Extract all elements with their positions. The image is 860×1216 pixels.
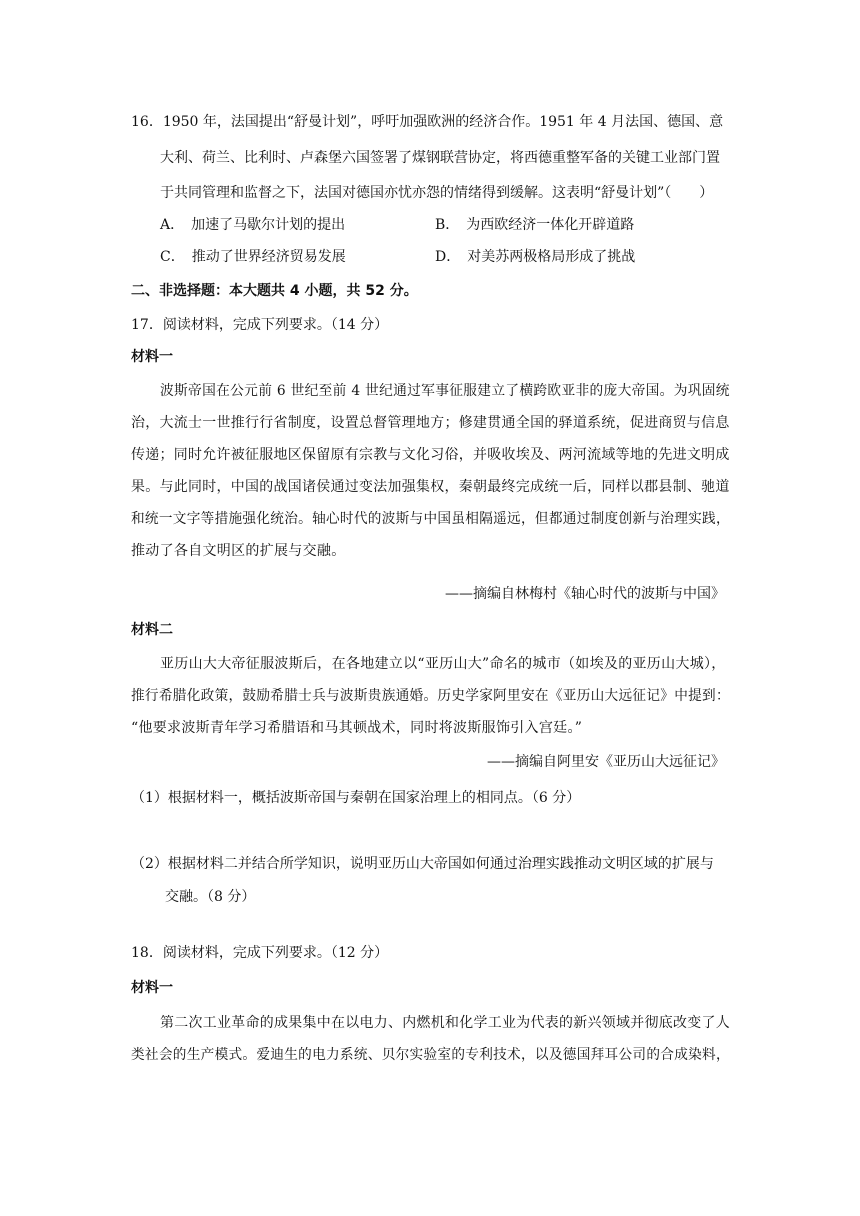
q17-material-1-title: 材料一 — [131, 349, 173, 365]
q17-material-2-title: 材料二 — [131, 622, 173, 638]
q17-material-1-line: 治，大流士一世推行行省制度，设置总督管理地方；修建贯通全国的驿道系统，促进商贸与信息 — [131, 415, 730, 431]
q17-material-2-line: 推行希腊化政策，鼓励希腊士兵与波斯贵族通婚。历史学家阿里安在《亚历山大远征记》中提到： — [131, 688, 730, 704]
q17-stem: 17．阅读材料，完成下列要求。（14 分） — [131, 317, 389, 333]
q16-option-b: B． 为西欧经济一体化开辟道路 — [435, 217, 635, 233]
q17-material-2-line: “他要求波斯青年学习希腊语和马其顿战术，同时将波斯服饰引入宫廷。” — [131, 720, 583, 736]
q17-material-1-line: 波斯帝国在公元前 6 世纪至前 4 世纪通过军事征服建立了横跨欧亚非的庞大帝国。为巩固统 — [160, 383, 730, 399]
q18-stem: 18．阅读材料，完成下列要求。（12 分） — [131, 945, 389, 961]
q17-material-1-source: ——摘编自林梅村《轴心时代的波斯与中国》 — [445, 586, 725, 602]
q18-material-1-line: 第二次工业革命的成果集中在以电力、内燃机和化学工业为代表的新兴领域并彻底改变了人 — [160, 1015, 730, 1031]
q17-subquestion-1: （1）根据材料一，概括波斯帝国与秦朝在国家治理上的相同点。（6 分） — [131, 790, 581, 806]
q17-subquestion-2-line-2: 交融。（8 分） — [165, 889, 256, 905]
q18-material-1-title: 材料一 — [131, 980, 173, 996]
q17-material-2-source: ——摘编自阿里安《亚历山大远征记》 — [487, 754, 725, 770]
q16-line-1: 16．1950 年，法国提出“舒曼计划”，呼吁加强欧洲的经济合作。1951 年 4 月法国、德国、意 — [131, 114, 724, 130]
q17-material-1-line: 和统一文字等措施强化统治。轴心时代的波斯与中国虽相隔遥远，但都通过制度创新与治理实践， — [131, 511, 730, 527]
q17-material-1-line: 推动了各自文明区的扩展与交融。 — [131, 543, 346, 559]
q16-option-c: C． 推动了世界经济贸易发展 — [160, 249, 346, 265]
q17-material-1-line: 传递；同时允许被征服地区保留原有宗教与文化习俗，并吸收埃及、两河流域等地的先进文明成 — [131, 447, 730, 463]
q17-material-1-line: 果。与此同时，中国的战国诸侯通过变法加强集权，秦朝最终完成统一后，同样以郡县制、驰道 — [131, 479, 730, 495]
q16-option-d: D． 对美苏两极格局形成了挑战 — [435, 249, 636, 265]
q16-option-a: A． 加速了马歇尔计划的提出 — [160, 217, 346, 233]
section-heading: 二、非选择题：本大题共 4 小题，共 52 分。 — [131, 283, 418, 299]
q16-line-2: 大利、荷兰、比利时、卢森堡六国签署了煤钢联营协定，将西德重整军备的关键工业部门置 — [160, 150, 720, 166]
q16-line-3: 于共同管理和监督之下，法国对德国亦忧亦怨的情绪得到缓解。这表明“舒曼计划”（ ） — [160, 185, 714, 201]
q18-material-1-line: 类社会的生产模式。爱迪生的电力系统、贝尔实验室的专利技术，以及德国拜耳公司的合成染料， — [131, 1047, 730, 1063]
q17-material-2-line: 亚历山大大帝征服波斯后，在各地建立以“亚历山大”命名的城市（如埃及的亚历山大城）， — [160, 656, 726, 672]
q17-subquestion-2-line-1: （2）根据材料二并结合所学知识，说明亚历山大帝国如何通过治理实践推动文明区域的扩展与 — [131, 856, 714, 872]
